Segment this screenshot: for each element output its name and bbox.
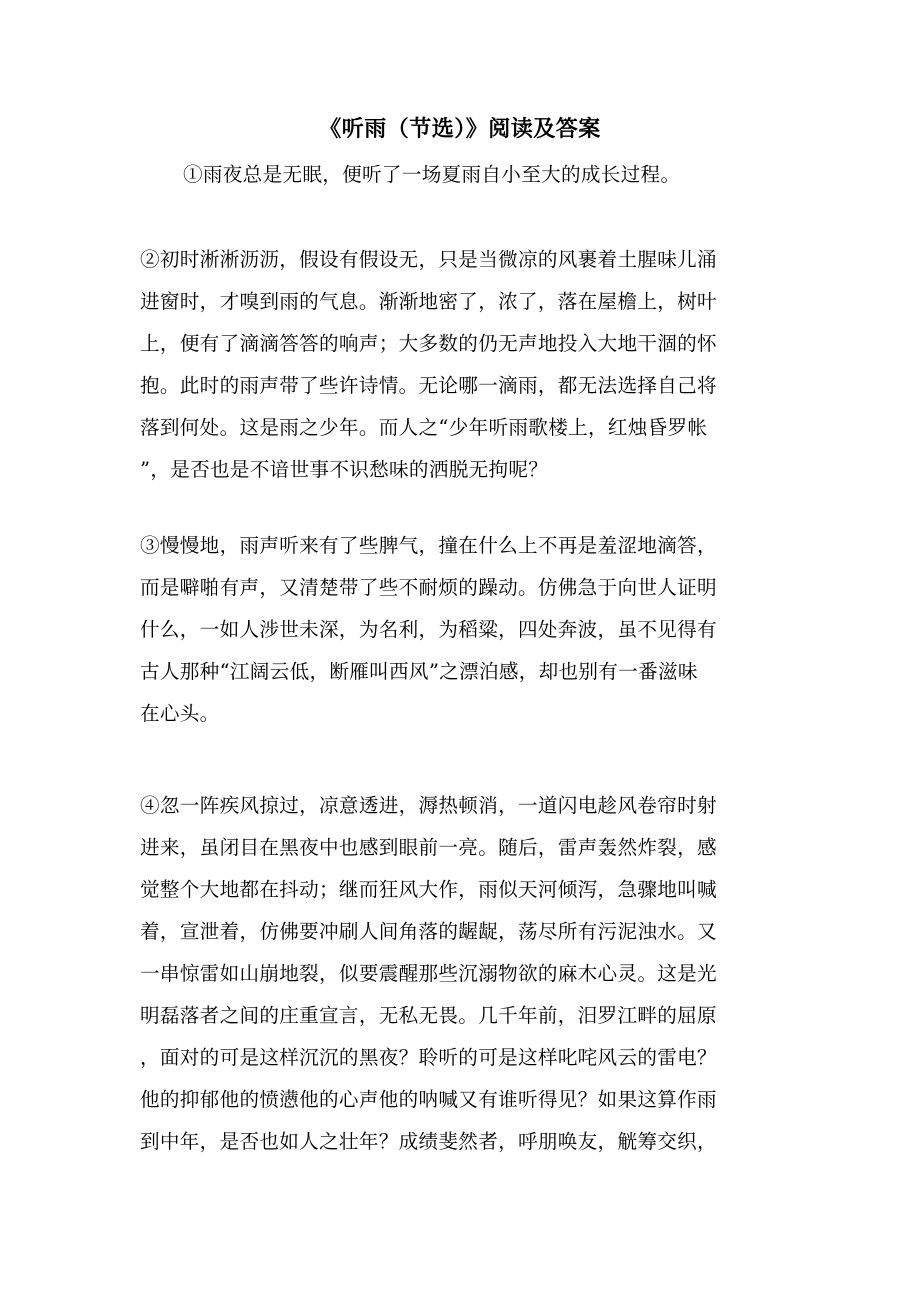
paragraph-1 [183,154,833,196]
text-line: ④忽一阵疾风掠过，凉意透进，溽热顿消，一道闪电趁风卷帘时射 [140,794,717,817]
text-line: ，面对的可是这样沉沉的黑夜？聆听的可是这样叱咤风云的雷电？ [140,1046,717,1069]
text-line: 一串惊雷如山崩地裂，似要震醒那些沉溺物欲的麻木心灵。这是光 [140,962,717,985]
text-line: ”，是否也是不谙世事不识愁味的洒脱无拘呢？ [140,458,549,481]
paragraph-4 [140,785,790,1163]
paragraph-2 [140,239,790,491]
text-line: 明磊落者之间的庄重宣言，无私无畏。几千年前，汨罗江畔的屈原 [140,1004,717,1027]
text-line: 进窗时，才嗅到雨的气息。渐渐地密了，浓了，落在屋檐上，树叶 [140,290,717,313]
text-line: 觉整个大地都在抖动；继而狂风大作，雨似天河倾泻，急骤地叫喊 [140,878,717,901]
text-line: ③慢慢地，雨声听来有了些脾气，撞在什么上不再是羞涩地滴答， [140,534,717,557]
text-line: 他的抑郁他的愤懑他的心声他的呐喊又有谁听得见？如果这算作雨 [140,1088,717,1111]
text-line: 落到何处。这是雨之少年。而人之“少年听雨歌楼上，红烛昏罗帐 [140,416,708,439]
text-line: 着，宣泄着，仿佛要冲刷人间角落的龌龊，荡尽所有污泥浊水。又 [140,920,717,943]
text-line: ②初时淅淅沥沥，假设有假设无，只是当微凉的风裹着土腥味儿涌 [140,248,717,271]
text-line: 什么，一如人涉世未深，为名利，为稻粱，四处奔波，虽不见得有 [140,618,717,641]
paragraph-3 [140,525,790,735]
text-line: 古人那种“江阔云低，断雁叫西风”之漂泊感，却也别有一番滋味 [140,660,698,683]
text-line: 在心头。 [140,702,220,725]
text-line: 抱。此时的雨声带了些许诗情。无论哪一滴雨，都无法选择自己将 [140,374,717,397]
text-line: 进来，虽闭目在黑夜中也感到眼前一亮。随后，雷声轰然炸裂，感 [140,836,717,859]
text-line: 到中年，是否也如人之壮年？成绩斐然者，呼朋唤友，觥筹交织， [140,1130,717,1153]
text-line: ①雨夜总是无眠，便听了一场夏雨自小至大的成长过程。 [183,163,681,186]
text-line: 上，便有了滴滴答答的响声；大多数的仍无声地投入大地干涸的怀 [140,332,717,355]
document-title: 《听雨（节选）》阅读及答案 [319,116,601,142]
text-line: 而是噼啪有声，又清楚带了些不耐烦的躁动。仿佛急于向世人证明 [140,576,717,599]
